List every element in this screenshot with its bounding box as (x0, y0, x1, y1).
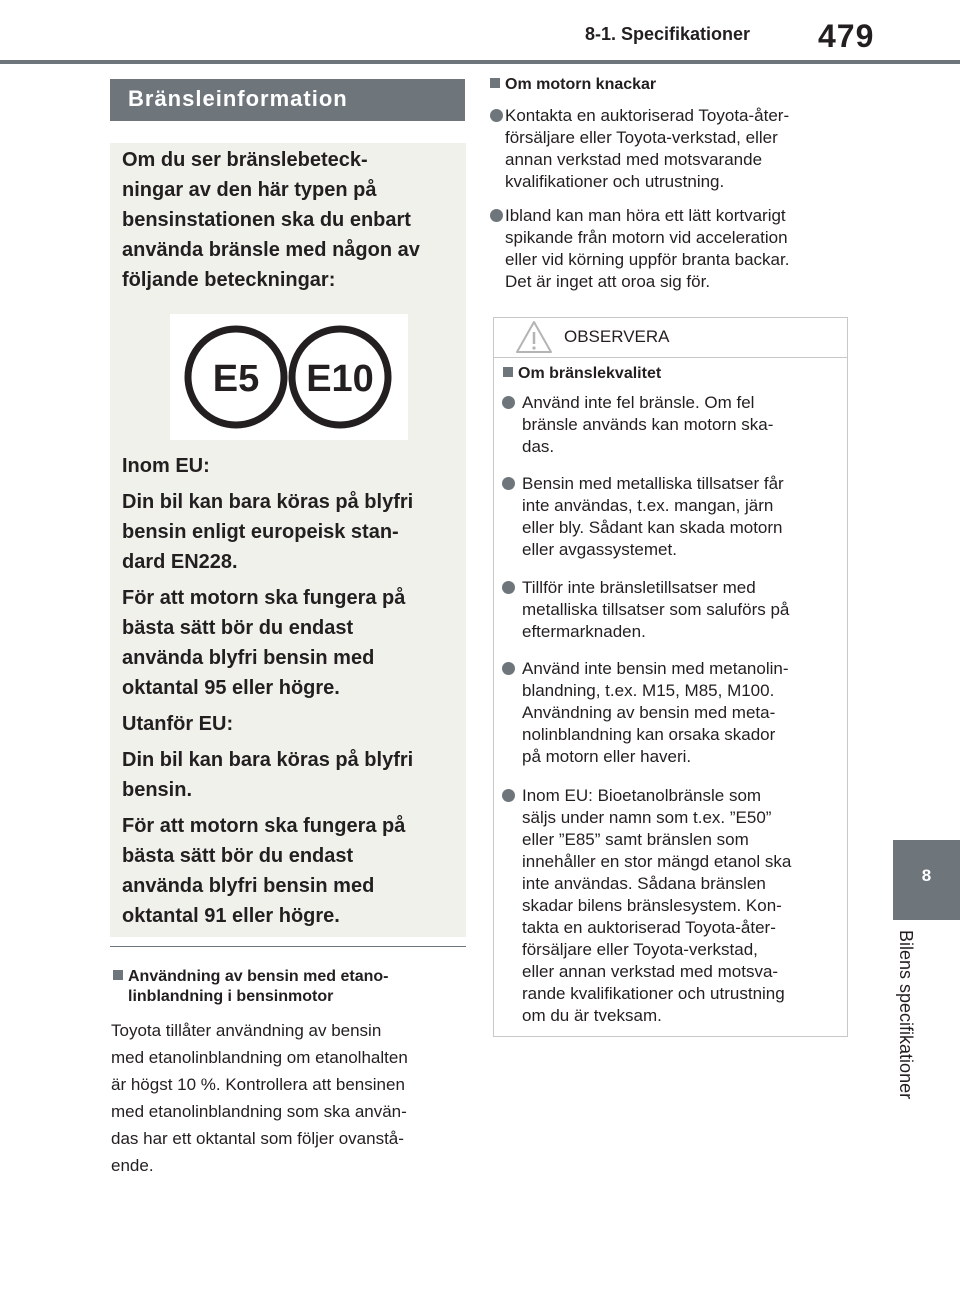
eu-text-line: dard EN228. (122, 551, 238, 573)
ethanol-body-line: är högst 10 %. Kontrollera att bensinen (111, 1075, 405, 1094)
warning-bullet-line: eftermarknaden. (522, 622, 646, 641)
square-bullet-icon (503, 367, 513, 377)
warning-bullet-line: nolinblandning kan orsaka skador (522, 725, 776, 744)
warning-bullet-line: inte användas. Sådana bränslen (522, 874, 766, 893)
knock-bullet (490, 205, 855, 293)
eu-octane-line: använda blyfri bensin med (122, 647, 375, 669)
warning-bullet (502, 785, 842, 1027)
ethanol-heading-line: linblandning i bensinmotor (128, 988, 334, 1005)
warning-bullet-line: inte användas, t.ex. mangan, järn (522, 496, 774, 515)
knock-bullet-line: Ibland kan man höra ett lätt kortvarigt (505, 206, 786, 225)
non-eu-heading: Utanför EU: (122, 713, 234, 735)
warning-bullet-line: eller avgassystemet. (522, 540, 677, 559)
warning-bullet (502, 473, 842, 561)
ethanol-body-line: das har ett oktantal som följer ovanstå- (111, 1129, 404, 1148)
eu-text-line: bensin enligt europeisk stan- (122, 521, 399, 543)
knock-heading-text: Om motorn knackar (505, 76, 657, 93)
warning-bullet-line: rande kvalifikationer och utrustning (522, 984, 785, 1003)
warning-bullet-line: Använd inte fel bränsle. Om fel (522, 393, 755, 412)
fuel-quality-heading (503, 364, 661, 384)
eu-block (122, 451, 457, 931)
knock-bullet-line: Kontakta en auktoriserad Toyota-åter- (505, 106, 790, 125)
square-bullet-icon (490, 78, 500, 88)
chapter-number: 8 (921, 866, 932, 885)
eu-heading: Inom EU: (122, 455, 210, 477)
ethanol-body-line: med etanolinblandning om etanolhalten (111, 1048, 408, 1067)
eu-octane-line: För att motorn ska fungera på (122, 587, 406, 609)
warning-bullet-line: innehåller en stor mängd etanol ska (522, 852, 792, 871)
fuel-intro (122, 145, 457, 295)
warning-bullet-line: skadar bilens bränslesystem. Kon- (522, 896, 782, 915)
non-eu-octane-line: använda blyfri bensin med (122, 875, 375, 897)
knock-bullet-line: annan verkstad med motsvarande (505, 150, 763, 169)
bullet-dot-icon (502, 477, 515, 490)
non-eu-octane-line: bästa sätt bör du endast (122, 845, 354, 867)
ethanol-body-line: Toyota tillåter användning av bensin (111, 1021, 382, 1040)
warning-bullet-line: bränsle används kan motorn ska- (522, 415, 774, 434)
warning-bullet (502, 392, 842, 458)
knock-bullet-line: försäljare eller Toyota-verkstad, eller (505, 128, 778, 147)
warning-bullet-line: Använd inte bensin med metanolin- (522, 659, 789, 678)
e10-logo-icon (292, 329, 388, 425)
warning-bullet-line: metalliska tillsatser som saluförs på (522, 600, 790, 619)
warning-bullet-line: das. (522, 437, 555, 456)
ethanol-heading-line: Användning av bensin med etano- (128, 968, 389, 985)
warning-header-rule (493, 357, 848, 358)
chapter-label: Bilens specifikationer (896, 930, 916, 1100)
warning-bullet-line: blandning, t.ex. M15, M85, M100. (522, 681, 775, 700)
e5-logo-icon (188, 329, 284, 425)
fuel-intro-line: bensinstationen ska du enbart (122, 209, 411, 231)
warning-bullet (502, 658, 842, 768)
warning-bullet-line: Tillför inte bränsletillsatser med (522, 578, 756, 597)
bullet-dot-icon (490, 209, 503, 222)
ethanol-body-line: ende. (111, 1156, 154, 1175)
warning-bullet-line: eller annan verkstad med motsva- (522, 962, 779, 981)
fuel-intro-line: följande beteckningar: (122, 269, 336, 291)
bullet-dot-icon (502, 581, 515, 594)
warning-bullet-line: Inom EU: Bioetanolbränsle som (522, 786, 762, 805)
ethanol-body-line: med etanolinblandning som ska använ- (111, 1102, 407, 1121)
warning-label: OBSERVERA (564, 327, 670, 346)
header-rule (0, 60, 960, 64)
fuel-label-logos (170, 314, 408, 440)
knock-bullet-line: spikande från motorn vid acceleration (505, 228, 788, 247)
warning-bullet-line: Bensin med metalliska tillsatser får (522, 474, 784, 493)
eu-octane-line: bästa sätt bör du endast (122, 617, 354, 639)
warning-bullet-line: om du är tveksam. (522, 1006, 662, 1025)
warning-bullet-line: Användning av bensin med meta- (522, 703, 776, 722)
fuel-info-title: Bränsleinformation (128, 86, 348, 111)
ethanol-heading (113, 967, 473, 1007)
fuel-intro-line: använda bränsle med någon av (122, 239, 420, 261)
knock-bullet-line: Det är inget att oroa sig för. (505, 272, 711, 291)
e10-logo-text: E10 (306, 358, 374, 400)
knock-bullet-line: kvalifikationer och utrustning. (505, 172, 725, 191)
bullet-dot-icon (502, 396, 515, 409)
knock-heading (490, 75, 656, 95)
eu-octane-line: oktantal 95 eller högre. (122, 677, 340, 699)
warning-triangle-icon (514, 319, 554, 355)
chapter-tab (893, 840, 960, 920)
warning-bullet-line: eller ”E85” samt bränslen som (522, 830, 749, 849)
warning-bullet-line: försäljare eller Toyota-verkstad, (522, 940, 758, 959)
bullet-dot-icon (502, 662, 515, 675)
non-eu-text-line: bensin. (122, 779, 193, 801)
warning-bullet-line: eller bly. Sådant kan skada motorn (522, 518, 783, 537)
square-bullet-icon (113, 970, 123, 980)
bullet-dot-icon (502, 789, 515, 802)
warning-bullet-line: säljs under namn som t.ex. ”E50” (522, 808, 772, 827)
ethanol-body (111, 1017, 471, 1179)
eu-text-line: Din bil kan bara köras på blyfri (122, 491, 414, 513)
chapter-label-wrap (896, 930, 922, 1140)
bullet-dot-icon (490, 109, 503, 122)
section-title: 8-1. Specifikationer (585, 24, 751, 44)
fuel-info-title-bar (110, 79, 465, 121)
knock-bullet (490, 105, 855, 193)
page-number: 479 (818, 18, 875, 54)
fuel-quality-heading-text: Om bränslekvalitet (518, 365, 662, 382)
warning-bullet (502, 577, 842, 643)
warning-bullet-line: takta en auktoriserad Toyota-åter- (522, 918, 776, 937)
box-bottom-rule (110, 946, 466, 947)
knock-bullet-line: eller vid körning uppför branta backar. (505, 250, 790, 269)
non-eu-octane-line: oktantal 91 eller högre. (122, 905, 340, 927)
e5-logo-text: E5 (212, 358, 260, 400)
non-eu-octane-line: För att motorn ska fungera på (122, 815, 406, 837)
non-eu-text-line: Din bil kan bara köras på blyfri (122, 749, 414, 771)
fuel-intro-line: Om du ser bränslebeteck- (122, 149, 368, 171)
fuel-intro-line: ningar av den här typen på (122, 179, 377, 201)
warning-bullet-line: på motorn eller haveri. (522, 747, 692, 766)
